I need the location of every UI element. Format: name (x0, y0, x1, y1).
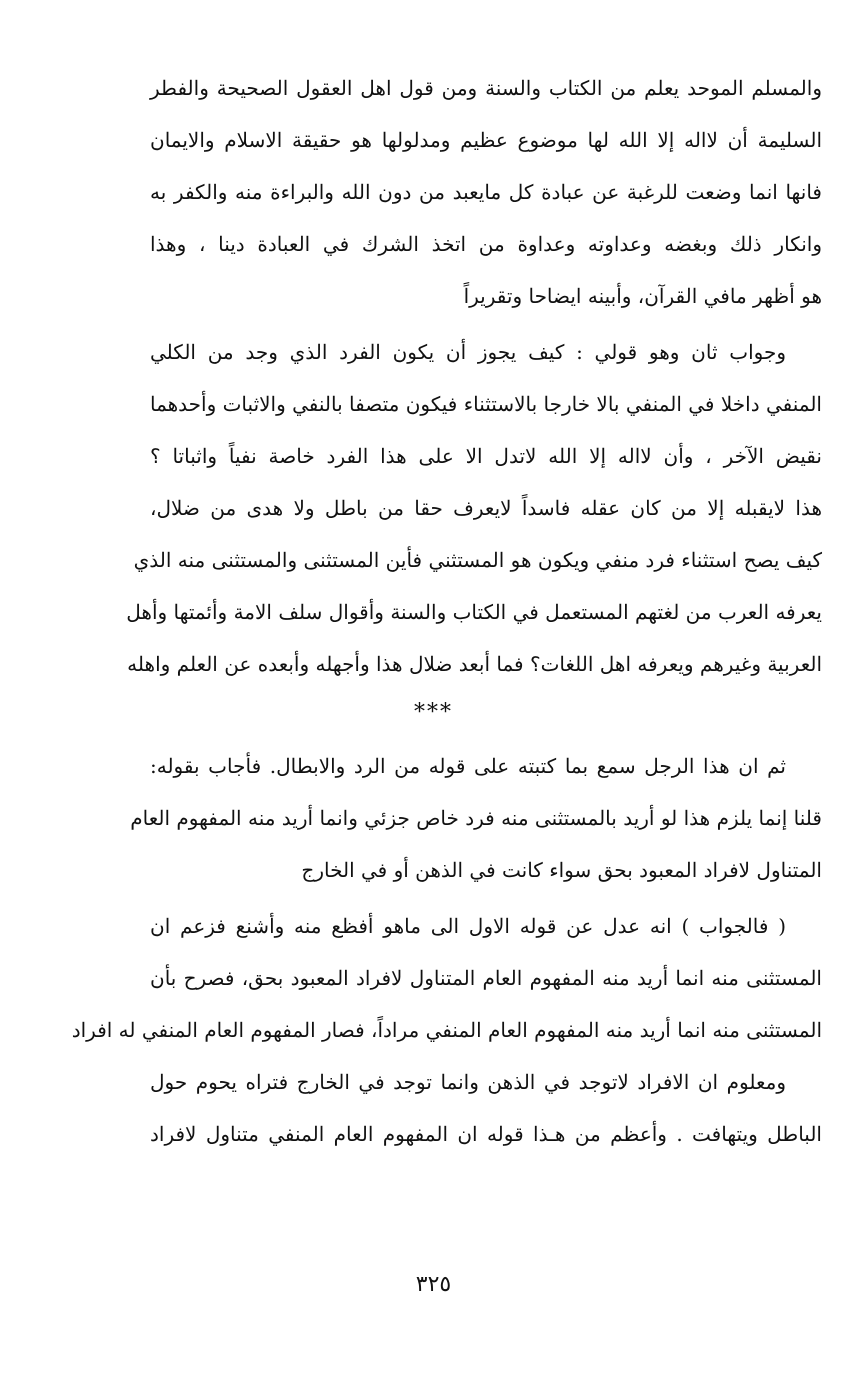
paragraph-line: الباطل ويتهافت . وأعظم من هـذا قوله ان المفهوم العام المنفي متناول لافراد (150, 1122, 822, 1146)
paragraph-line: هذا لايقبله إلا من كان عقله فاسداً لايعرف حقا من باطل ولا هدى من ضلال، (150, 496, 822, 520)
paragraph-line: المستثنى منه انما أريد منه المفهوم العام المنفي مراداً، فصار المفهوم العام المنفي له افراد (71, 1018, 822, 1042)
paragraph-3 (130, 740, 822, 896)
paragraph-line: كيف يصح استثناء فرد منفي ويكون هو المستثني فأين المستثنى والمستثنى منه الذي (133, 548, 822, 572)
page-number: ٣٢٥ (415, 1272, 452, 1297)
paragraph-line: والمسلم الموحد يعلم من الكتاب والسنة ومن قول اهل العقول الصحيحة والفطر (150, 76, 822, 100)
paragraph-line: المتناول لافراد المعبود بحق سواء كانت في الذهن أو في الخارج (301, 858, 822, 882)
paragraph-line: وجواب ثان وهو قولي : كيف يجوز أن يكون الفرد الذي وجد من الكلي (150, 340, 786, 364)
paragraph-line: وانكار ذلك وبغضه وعداوته وعداوة من اتخذ الشرك في العبادة دينا ، وهذا (150, 232, 822, 256)
paragraph-line: فانها انما وضعت للرغبة عن عبادة كل مايعبد من دون الله والبراءة منه والكفر به (150, 180, 822, 204)
paragraph-line: المستثنى منه انما أريد منه المفهوم العام المتناول لافراد المعبود بحق، فصرح بأن (150, 966, 822, 990)
paragraph-line: المنفي داخلا في المنفي بالا خارجا بالاستثناء فيكون متصفا بالنفي والاثبات وأحدهما (149, 392, 822, 416)
paragraph-1 (150, 62, 822, 322)
paragraph-2 (126, 326, 822, 690)
paragraph-line: ( فالجواب ) انه عدل عن قوله الاول الى ماهو أفظع منه وأشنع فزعم ان (150, 914, 786, 938)
paragraph-line: السليمة أن لااله إلا الله لها موضوع عظيم ومدلولها هو حقيقة الاسلام والايمان (150, 128, 822, 152)
paragraph-line: يعرفه العرب من لغتهم المستعمل في الكتاب والسنة وأقوال سلف الامة وأئمتها وأهل (126, 600, 822, 624)
paragraph-line: العربية وغيرهم ويعرفه اهل اللغات؟ فما أبعد ضلال هذا وأجهله وأبعده عن العلم واهله (127, 652, 822, 676)
paragraph-line: هو أظهر مافي القرآن، وأبينه ايضاحا وتقريراً (463, 284, 822, 308)
paragraph-line: ومعلوم ان الافراد لاتوجد في الذهن وانما توجد في الخارج فتراه يحوم حول (150, 1070, 786, 1094)
paragraph-line: نقيض الآخر ، وأن لااله إلا الله لاتدل الا على هذا الفرد خاصة نفياً واثباتا ؟ (150, 444, 822, 468)
section-separator: *** (414, 700, 453, 725)
paragraph-line: قلنا إنما يلزم هذا لو أريد بالمستثنى منه فرد خاص جزئي وانما أريد منه المفهوم العام (130, 806, 822, 830)
paragraph-line: ثم ان هذا الرجل سمع بما كتبته على قوله من الرد والابطال. فأجاب بقوله: (150, 754, 786, 778)
paragraph-4 (71, 900, 822, 1160)
